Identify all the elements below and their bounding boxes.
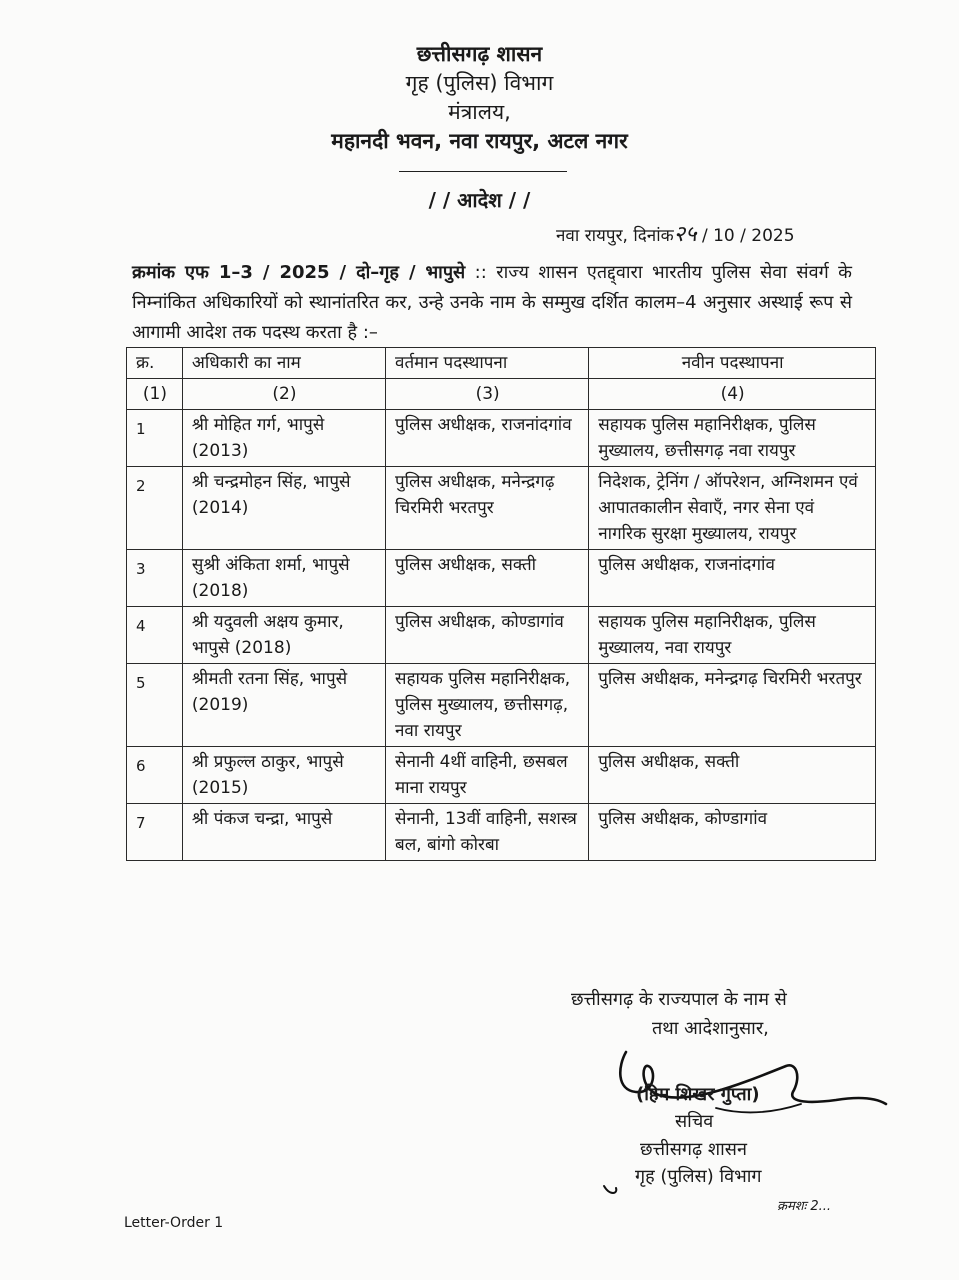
column-number: (4) — [589, 379, 876, 410]
row-current-posting: पुलिस अधीक्षक, राजनांदगांव — [386, 410, 589, 467]
signatory-government: छत्तीसगढ़ शासन — [640, 1139, 747, 1160]
column-number: (1) — [127, 379, 183, 410]
header-government: छत्तीसगढ़ शासन — [416, 42, 543, 66]
table-row — [127, 550, 876, 607]
row-officer-name: श्री चन्द्रमोहन सिंह, भापुसे (2014) — [182, 467, 385, 550]
row-serial: 6 — [127, 747, 183, 804]
column-number: (2) — [182, 379, 385, 410]
table-row — [127, 664, 876, 747]
letterhead — [0, 40, 959, 156]
row-new-posting: पुलिस अधीक्षक, कोण्डागांव — [589, 804, 876, 861]
row-new-posting: निदेशक, ट्रेनिंग / ऑपरेशन, अग्निशमन एवं आपातकालीन सेवाएँ, नगर सेना एवं नागरिक सुरक्षा मुख्यालय, रायपुर — [589, 467, 876, 550]
row-current-posting: सेनानी 4थीं वाहिनी, छसबल माना रायपुर — [386, 747, 589, 804]
signatory-designation: सचिव — [675, 1111, 714, 1132]
row-officer-name: श्री प्रफुल्ल ठाकुर, भापुसे (2015) — [182, 747, 385, 804]
order-intro-paragraph — [132, 258, 852, 348]
row-new-posting: सहायक पुलिस महानिरीक्षक, पुलिस मुख्यालय, नवा रायपुर — [589, 607, 876, 664]
row-new-posting: पुलिस अधीक्षक, राजनांदगांव — [589, 550, 876, 607]
order-date — [556, 218, 795, 248]
row-officer-name: श्री पंकज चन्द्रा, भापुसे — [182, 804, 385, 861]
row-new-posting: पुलिस अधीक्षक, सक्ती — [589, 747, 876, 804]
order-reference-number: क्रमांक एफ 1–3 / 2025 / दो–गृह / भापुसे — [132, 262, 466, 283]
row-officer-name: श्री मोहित गर्ग, भापुसे (2013) — [182, 410, 385, 467]
header-ministry: मंत्रालय, — [448, 100, 511, 124]
header-department: गृह (पुलिस) विभाग — [405, 71, 554, 95]
table-row — [127, 410, 876, 467]
table-column-number-row — [127, 379, 876, 410]
order-intro-text: :: राज्य शासन एतद्द्वारा भारतीय पुलिस सेवा संवर्ग के निम्नांकित अधिकारियों को स्थानांतरित कर, उन्हे उनके नाम के सम्मुख दर्शित कालम–4 अनुसार अस्थाई रूप से आगामी आदेश तक पदस्थ करता है :– — [132, 262, 852, 343]
transfer-table — [126, 347, 876, 861]
row-current-posting: सहायक पुलिस महानिरीक्षक, पुलिस मुख्यालय, छत्तीसगढ़, नवा रायपुर — [386, 664, 589, 747]
row-current-posting: पुलिस अधीक्षक, मनेन्द्रगढ़ चिरमिरी भरतपुर — [386, 467, 589, 550]
table-row — [127, 607, 876, 664]
table-row — [127, 467, 876, 550]
table-row — [127, 804, 876, 861]
row-serial: 1 — [127, 410, 183, 467]
table-header-row — [127, 348, 876, 379]
row-current-posting: पुलिस अधीक्षक, सक्ती — [386, 550, 589, 607]
row-officer-name: श्रीमती रतना सिंह, भापुसे (2019) — [182, 664, 385, 747]
header-serial: क्र. — [127, 348, 183, 379]
column-number: (3) — [386, 379, 589, 410]
header-divider — [399, 171, 567, 172]
date-month-year: / 10 / 2025 — [701, 226, 795, 246]
header-officer-name: अधिकारी का नाम — [182, 348, 385, 379]
row-serial: 3 — [127, 550, 183, 607]
header-current-posting: वर्तमान पदस्थापना — [386, 348, 589, 379]
continued-marker: क्रमशः 2... — [777, 1199, 832, 1214]
signatory-name: (हिम शिखर गुप्ता) — [636, 1084, 760, 1105]
header-new-posting: नवीन पदस्थापना — [589, 348, 876, 379]
row-serial: 7 — [127, 804, 183, 861]
table-row — [127, 747, 876, 804]
row-officer-name: सुश्री अंकिता शर्मा, भापुसे (2018) — [182, 550, 385, 607]
date-day-handwritten: २५ — [673, 222, 697, 247]
order-authority-line: तथा आदेशानुसार, — [652, 1018, 769, 1039]
row-serial: 4 — [127, 607, 183, 664]
row-serial: 5 — [127, 664, 183, 747]
footer-label: Letter-Order 1 — [124, 1215, 224, 1231]
row-officer-name: श्री यदुवली अक्षय कुमार, भापुसे (2018) — [182, 607, 385, 664]
row-serial: 2 — [127, 467, 183, 550]
row-current-posting: पुलिस अधीक्षक, कोण्डागांव — [386, 607, 589, 664]
order-title: / / आदेश / / — [428, 188, 531, 212]
date-prefix: नवा रायपुर, दिनांक — [556, 226, 674, 246]
row-current-posting: सेनानी, 13वीं वाहिनी, सशस्त्र बल, बांगो कोरबा — [386, 804, 589, 861]
row-new-posting: सहायक पुलिस महानिरीक्षक, पुलिस मुख्यालय, छत्तीसगढ़ नवा रायपुर — [589, 410, 876, 467]
header-address: महानदी भवन, नवा रायपुर, अटल नगर — [331, 129, 628, 153]
governor-authority-line: छत्तीसगढ़ के राज्यपाल के नाम से — [571, 989, 787, 1010]
row-new-posting: पुलिस अधीक्षक, मनेन्द्रगढ़ चिरमिरी भरतपुर — [589, 664, 876, 747]
signatory-department: गृह (पुलिस) विभाग — [635, 1166, 762, 1187]
